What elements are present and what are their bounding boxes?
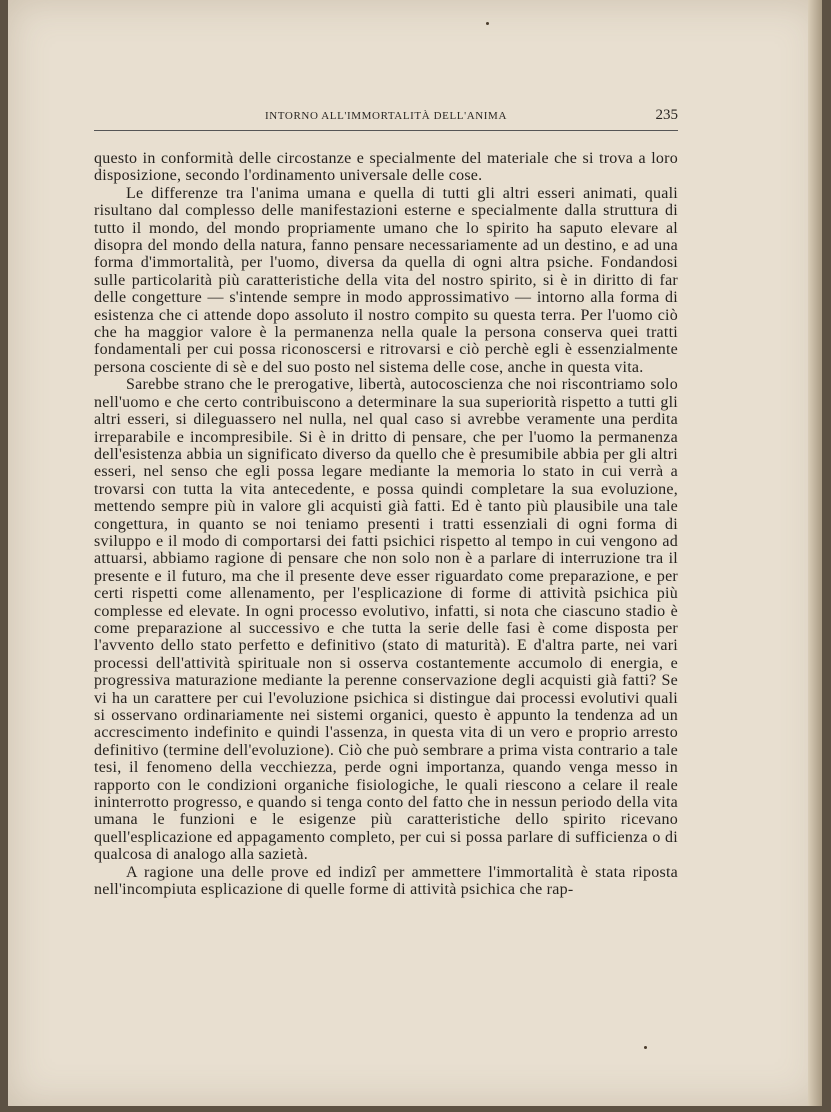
page-number: 235 (655, 107, 678, 123)
page-edge (808, 0, 822, 1106)
body-text (94, 150, 678, 898)
paragraph-continuation: questo in conformità delle circostanze e specialmente del materiale che si trova a loro disposizione, secondo l'ordinamento universale delle cose. (94, 150, 678, 185)
paragraph: A ragione una delle prove ed indizî per ammettere l'immortalità è stata riposta nell'incompiuta esplicazione di quelle forme di attività psichica che rap- (94, 863, 678, 899)
paper-speck (486, 22, 489, 25)
paper-speck (644, 1046, 647, 1049)
book-page (8, 0, 822, 1106)
paragraph: Le differenze tra l'anima umana e quella di tutti gli altri esseri animati, quali risultano dal complesso delle manifestazioni esterne e specialmente dalla struttura di tutto il mondo, del mondo propriamente umano che lo spirito ha saputo elevare al disopra del mondo della natura, fanno pensare necessariamente ad un destino, e ad una forma d'immortalità, per l'uomo, diversa da quella di ogni altra psiche. Fondandosi sulle particolarità più caratteristiche della vita del nostro spirito, si è in diritto di far delle congetture — s'intende sempre in modo approssimativo — intorno alla forma di esistenza che ci attende dopo assoluto il nostro compito su questa terra. Per l'uomo ciò che ha maggior valore è la permanenza nella quale la persona conserva quei tratti fondamentali per cui possa riconoscersi e ritrovarsi e ciò perchè egli è essenzialmente persona cosciente di sè e del suo posto nel sistema delle cose, anche in questa vita. (94, 184, 678, 376)
running-head: INTORNO ALL'IMMORTALITÀ DELL'ANIMA (265, 110, 507, 122)
paragraph: Sarebbe strano che le prerogative, libertà, autocoscienza che noi riscontriamo solo nell'uomo e che certo contribuiscono a determinare la sua superiorità rispetto a tutti gli altri esseri, si dileguassero nel nulla, nel qual caso si avrebbe veramente una perdita irreparabile e incompresibile. Si è in dritto di pensare, che per l'uomo la permanenza dell'esistenza abbia un significato diverso da quello che è presumibile abbia per gli altri esseri, nel senso che egli possa legare mediante la memoria lo stato in cui verrà a trovarsi con tutta la vita antecedente, e possa quindi completare la sua evoluzione, mettendo sempre più in valore gli acquisti già fatti. Ed è tanto più plausibile una tale congettura, in quanto se noi teniamo presenti i tratti essenziali di ogni forma di sviluppo e il modo di comportarsi dei fatti psichici rispetto al tempo in cui vengono ad attuarsi, abbiamo ragione di pensare che non solo non è a parlare di interruzione tra il presente e il futuro, ma che il presente deve esser riguardato come preparazione, e per certi rispetti come allenamento, per l'esplicazione di forme di attività psichica più complesse ed elevate. In ogni processo evolutivo, infatti, si nota che ciascuno stadio è come preparazione al successivo e che tutta la serie delle fasi è come disposta per l'avvento dello stato perfetto e definitivo (stato di maturità). E d'altra parte, nei vari processi dell'attività spirituale non si osserva costantemente accumolo di energia, e progressiva maturazione mediante la perenne conservazione degli acquisti già fatti? Se vi ha un carattere per cui l'evoluzione psichica si distingue dai processi evolutivi quali si osservano ordinariamente nei sistemi organici, questo è appunto la tendenza ad un accrescimento indefinito e quindi l'assenza, in questa vita di un vero e proprio arresto definitivo (termine dell'evoluzione). Ciò che può sembrare a prima vista contrario a tale tesi, il fenomeno della vecchiezza, perde ogni importanza, quando venga messo in rapporto con le condizioni organiche fisiologiche, le quali riescono a celare il reale ininterrotto progresso, e quando si tenga conto del fatto che in nessun periodo della vita umana le funzioni e le esigenze più caratteristiche dello spirito ricevano quell'esplicazione ed appagamento completo, per cui si possa parlare di sufficienza o di qualcosa di analogo alla sazietà. (94, 376, 678, 864)
page-header (94, 104, 678, 131)
